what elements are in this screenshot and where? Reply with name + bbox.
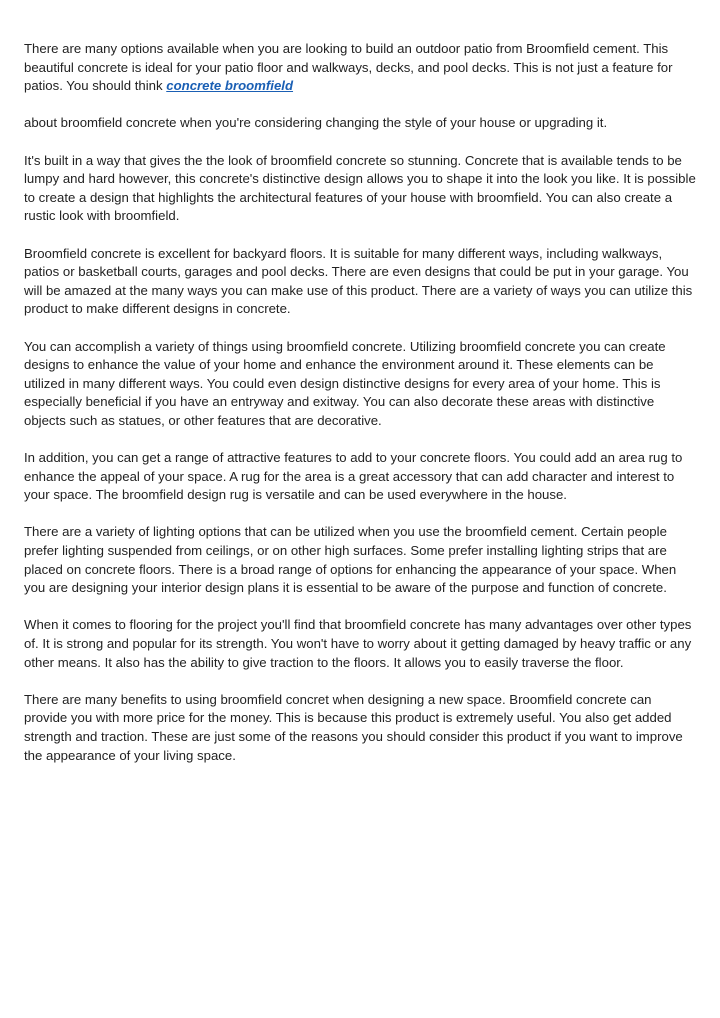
paragraph-lighting: There are a variety of lighting options that can be utilized when you use the broomfield cement. Certain people prefer lighting suspended from ceilings, or on other high surfaces. Some prefer installing lighting strips that are placed on concrete floors. There is a broad range of options for enhancing the appearance of your space. When you are designing your interior design plans it is essential to be aware of the purpose and function of concrete. bbox=[24, 524, 677, 596]
concrete-broomfield-link[interactable]: concrete broomfield bbox=[166, 78, 294, 94]
paragraph-benefits: There are many benefits to using broomfield concret when designing a new space. Broomfield concrete can provide you with more price for the money. This is because this product is extremely useful. You also get added strength and traction. These are just some of the reasons you should consider this product if you want to improve the appearance of your living space. bbox=[24, 691, 683, 763]
intro-paragraph bbox=[24, 40, 696, 96]
paragraph-continuation: about broomfield concrete when you're considering changing the style of your house or upgrading it. bbox=[24, 115, 608, 131]
paragraph-look: It's built in a way that gives the the look of broomfield concrete so stunning. Concrete that is available tends to be lumpy and hard however, this concrete's distinctive design allows you to shape it into the look you like. It is possible to create a design that highlights the architectural features of your house with broomfield. You can also create a rustic look with broomfield. bbox=[24, 152, 696, 224]
paragraph-variety: You can accomplish a variety of things using broomfield concrete. Utilizing broomfield concrete you can create designs to enhance the value of your home and enhance the environment around it. These elements can be utilized in many different ways. You could even design distinctive designs for every area of your home. This is especially beneficial if you have an entryway and exitway. You can also decorate these areas with distinctive objects such as statues, or other features that are decorative. bbox=[24, 338, 666, 428]
document-page bbox=[24, 40, 696, 784]
intro-text: There are many options available when you are looking to build an outdoor patio from Broomfield cement. This beautiful concrete is ideal for your patio floor and walkways, decks, and pool decks. This is not just a feature for patios. You should think bbox=[24, 41, 673, 94]
paragraph-features: In addition, you can get a range of attractive features to add to your concrete floors. You could add an area rug to enhance the appeal of your space. A rug for the area is a great accessory that can add character and interest to your space. The broomfield design rug is versatile and can be used everywhere in the house. bbox=[24, 450, 683, 503]
paragraph-flooring: When it comes to flooring for the project you'll find that broomfield concrete has many advantages over other types of. It is strong and popular for its strength. You won't have to worry about it getting damaged by heavy traffic or any other means. It also has the ability to give traction to the floors. It allows you to easily traverse the floor. bbox=[24, 617, 692, 670]
paragraph-backyard-floors: Broomfield concrete is excellent for backyard floors. It is suitable for many different ways, including walkways, patios or basketball courts, garages and pool decks. There are even designs that could be put in your garage. You will be amazed at the many ways you can make use of this product. There are a variety of ways you can utilize this product to make different designs in concrete. bbox=[24, 245, 693, 317]
